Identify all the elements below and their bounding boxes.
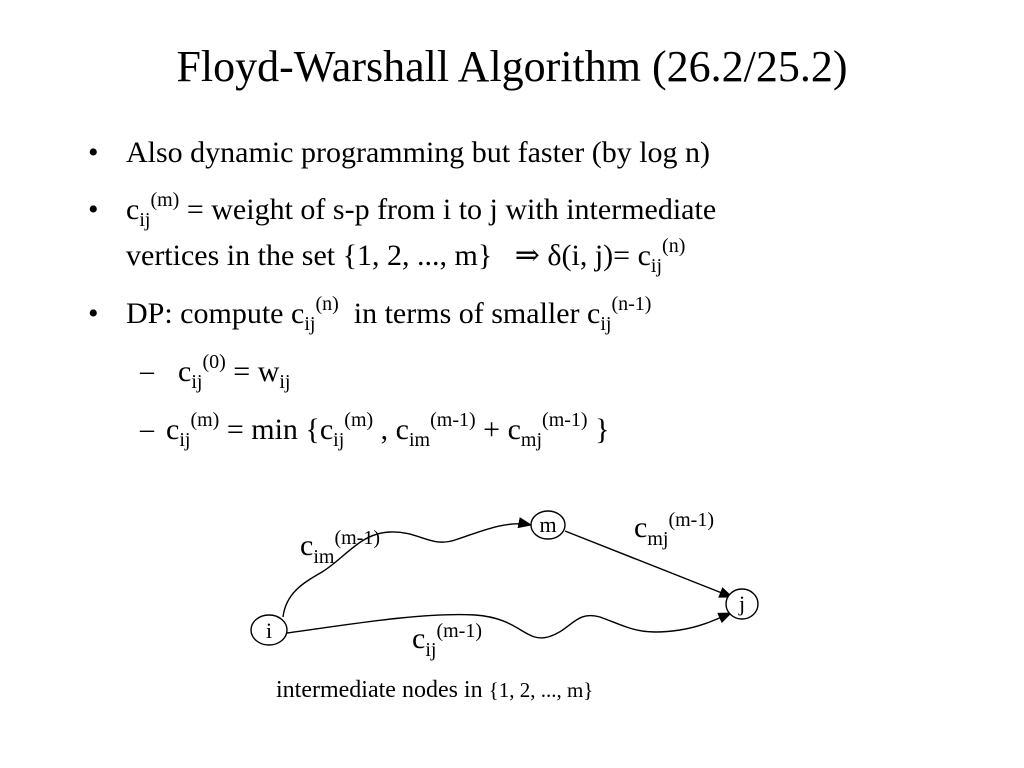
subscript: mj <box>647 528 669 550</box>
dash-marker: – <box>140 414 154 445</box>
bullet-3-text-b: in terms of smaller c <box>353 297 601 330</box>
bullet-2-text-b: vertices in the set {1, 2, ..., m} <box>126 239 493 272</box>
superscript: (n) <box>315 293 339 315</box>
edge-label-ij <box>412 620 482 661</box>
plus-c: + c <box>475 413 521 446</box>
bullet-marker: • <box>88 136 99 169</box>
caption-set: {1, 2, ..., m} <box>488 678 594 702</box>
subscript: ij <box>139 209 151 231</box>
slide-title: Floyd-Warshall Algorithm (26.2/25.2) <box>176 42 848 91</box>
subscript: ij <box>650 255 663 277</box>
superscript: (n-1) <box>611 293 652 315</box>
caption-text: intermediate nodes in <box>276 677 489 703</box>
superscript: (m) <box>190 409 220 431</box>
bullet-3-text-a: DP: compute c <box>126 297 305 330</box>
superscript: (m-1) <box>668 509 714 531</box>
subscript: ij <box>425 639 437 661</box>
superscript: (m-1) <box>542 409 588 431</box>
comma-c: , c <box>373 413 409 446</box>
close-brace: } <box>587 413 610 446</box>
subscript: ij <box>179 429 191 451</box>
subscript: im <box>409 429 431 451</box>
edge-label-im <box>300 527 380 568</box>
edge-i-j <box>287 613 731 638</box>
superscript: (m) <box>150 189 180 211</box>
superscript: (m-1) <box>430 409 476 431</box>
equals-min: = min {c <box>219 413 334 446</box>
superscript: (n) <box>662 235 686 257</box>
bullet-2-text-a: = weight of s-p from i to j with intermediate <box>179 193 717 226</box>
superscript: (m-1) <box>436 620 482 642</box>
superscript: (m-1) <box>334 527 380 549</box>
symbol-c: c <box>126 193 140 226</box>
bullet-1-text: Also dynamic programming but faster (by log n) <box>126 136 711 169</box>
symbol-c: c <box>634 511 648 544</box>
diagram-caption <box>276 676 593 704</box>
subscript: mj <box>520 429 543 451</box>
edge-label-mj <box>634 509 714 550</box>
implies-symbol: ⇒ <box>514 239 540 272</box>
subscript: ij <box>600 313 612 335</box>
delta-symbol: δ <box>547 239 562 272</box>
subscript: ij <box>304 313 316 335</box>
node-j-label: j <box>738 591 746 616</box>
subscript: ij <box>279 371 291 393</box>
superscript: (m) <box>344 409 374 431</box>
symbol-c: c <box>300 529 314 562</box>
bullet-2-text-c: (i, j)= c <box>561 239 651 272</box>
symbol-c: c <box>166 413 180 446</box>
node-m-label: m <box>539 512 557 537</box>
equals-w: = w <box>225 355 280 388</box>
subscript: ij <box>333 429 345 451</box>
symbol-c: c <box>178 355 192 388</box>
bullet-marker: • <box>88 297 99 330</box>
subscript: im <box>313 546 335 568</box>
bullet-marker: • <box>88 193 99 226</box>
node-i-label: i <box>265 618 273 643</box>
symbol-c: c <box>412 622 426 655</box>
subscript: ij <box>191 371 203 393</box>
superscript: (0) <box>202 351 226 373</box>
dash-marker: – <box>140 356 154 387</box>
